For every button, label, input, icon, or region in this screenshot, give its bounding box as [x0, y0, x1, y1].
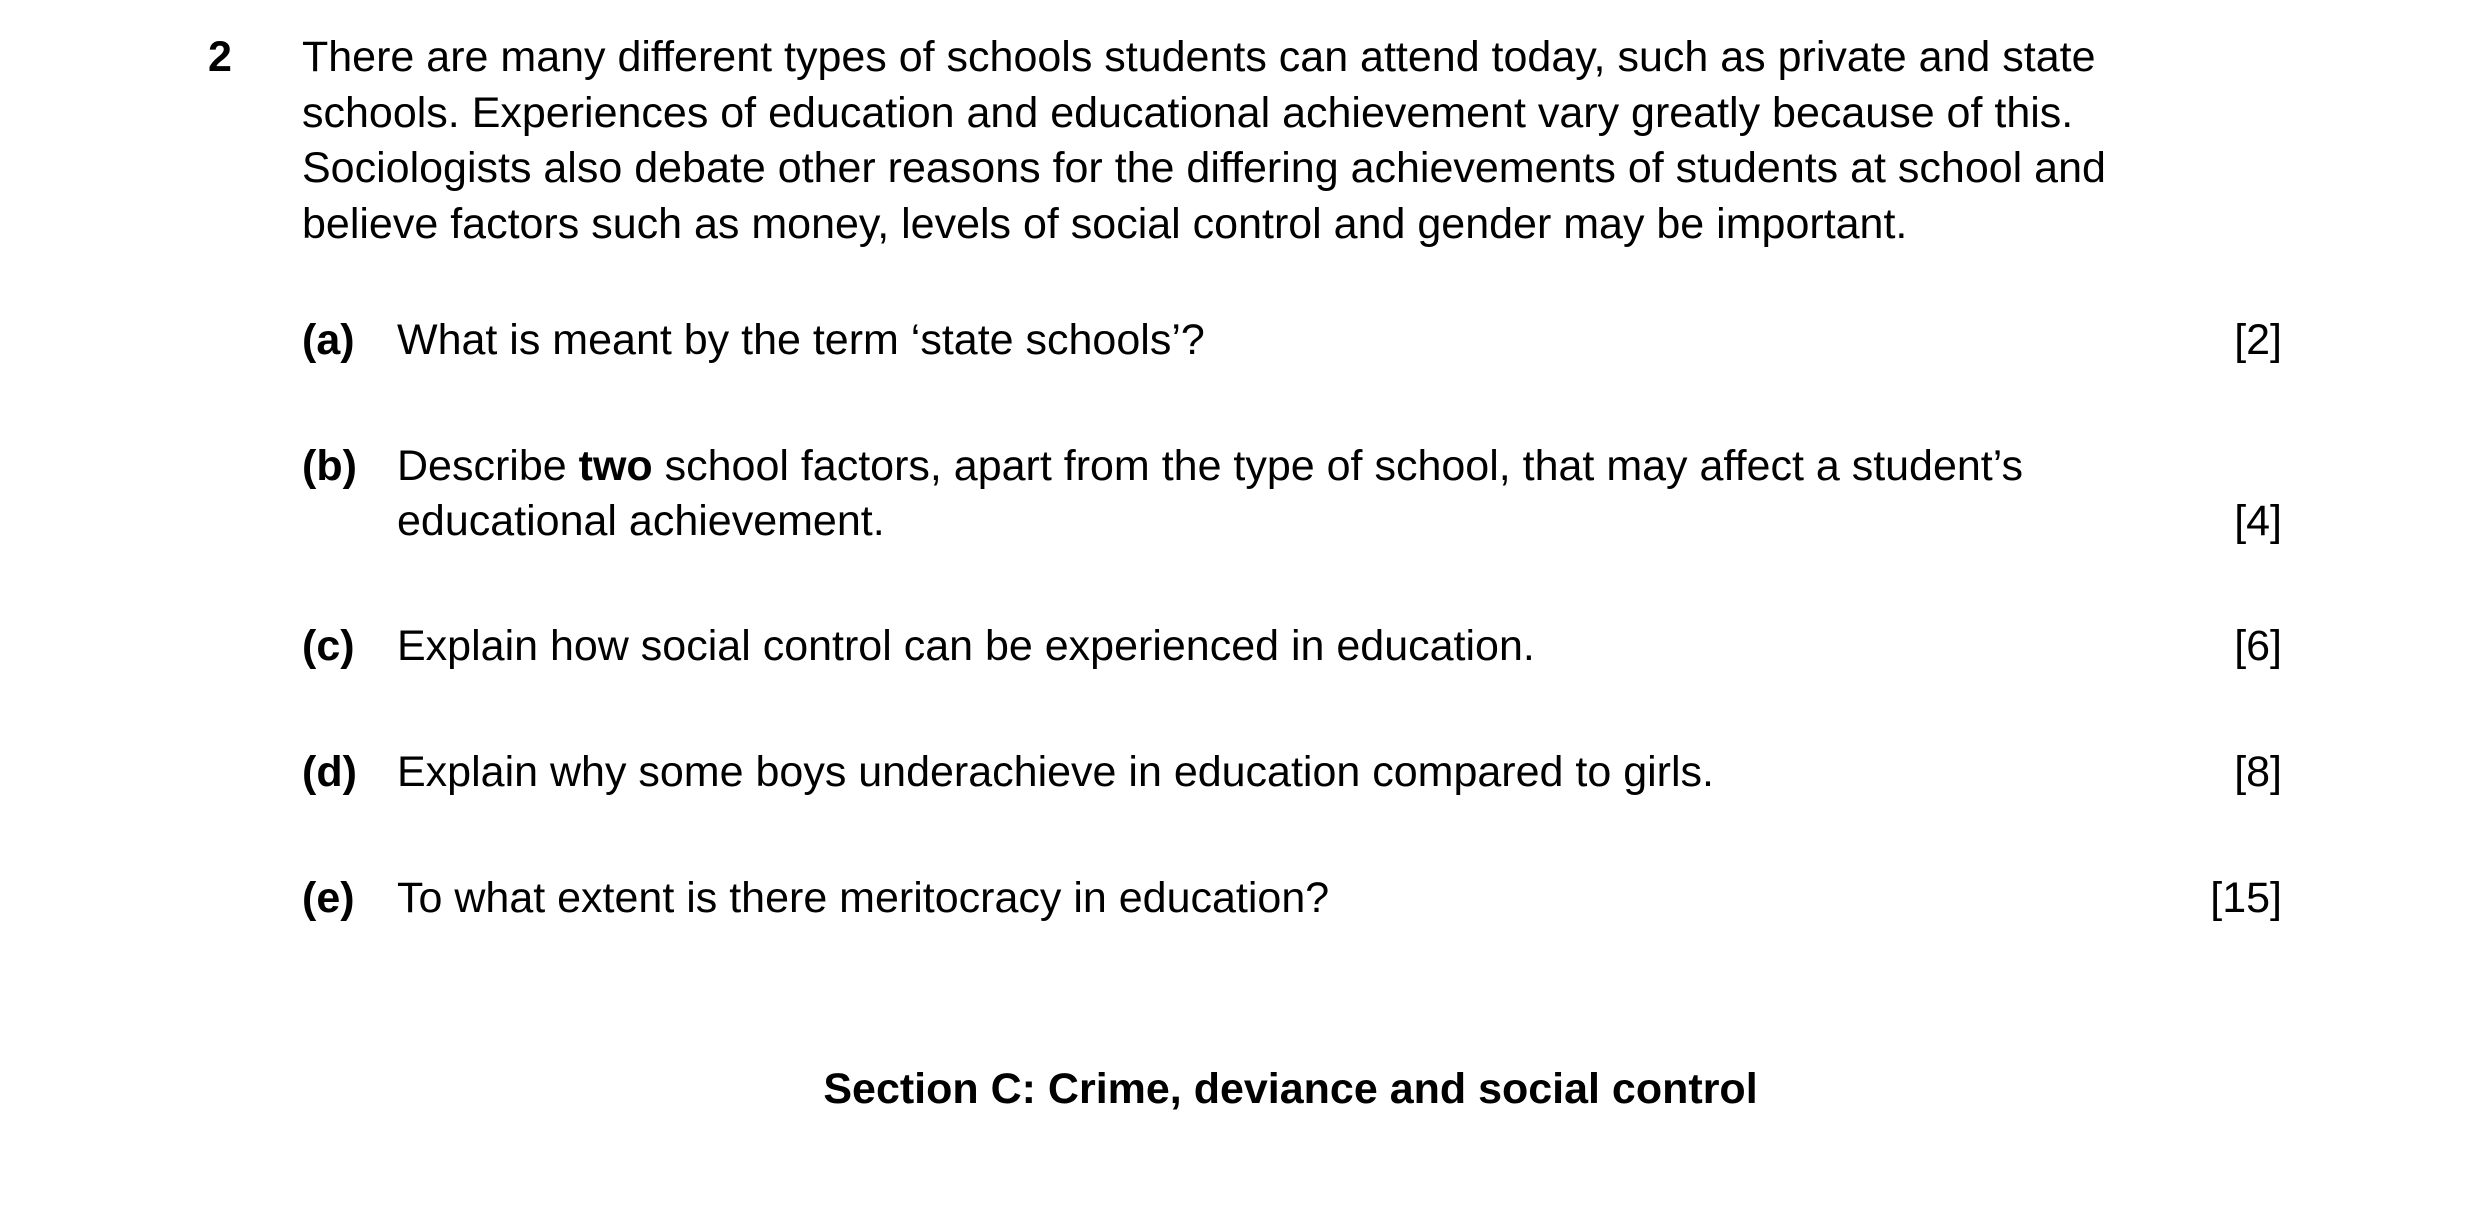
stem-line: believe factors such as money, levels of social control and gender may be important. — [302, 199, 1908, 248]
question-number: 2 — [208, 33, 232, 81]
part-label: (e) — [302, 874, 355, 922]
part-text — [397, 619, 2177, 674]
stem-line: schools. Experiences of education and educational achievement vary greatly because of this. — [302, 88, 2074, 137]
part-text-emphasis: two — [578, 442, 653, 490]
part-label: (a) — [302, 316, 355, 364]
part-marks: [15] — [2210, 874, 2282, 922]
part-marks: [8] — [2234, 748, 2282, 796]
part-text-line: Explain how social control can be experienced in education. — [397, 622, 1535, 670]
part-text-line: What is meant by the term ‘state schools’? — [397, 316, 1205, 364]
part-text-line: Explain why some boys underachieve in education compared to girls. — [397, 748, 1715, 796]
part-text-line: educational achievement. — [397, 497, 885, 545]
part-text — [397, 439, 2177, 549]
part-marks: [6] — [2234, 622, 2282, 670]
part-text — [397, 871, 2177, 926]
part-text — [397, 745, 2177, 800]
stem-line: There are many different types of schools students can attend today, such as private and state — [302, 33, 2096, 81]
question-stem — [302, 30, 2312, 252]
part-text-line — [397, 439, 2177, 494]
part-label: (d) — [302, 748, 357, 796]
part-text-segment: school factors, apart from the type of school, that may affect a student’s — [652, 442, 2024, 490]
part-text-line: To what extent is there meritocracy in education? — [397, 874, 1330, 922]
part-label: (b) — [302, 442, 357, 490]
stem-line: Sociologists also debate other reasons for the differing achievements of students at school and — [302, 144, 2106, 192]
part-text-segment: Describe — [397, 442, 579, 490]
part-marks: [4] — [2234, 497, 2282, 545]
section-heading: Section C: Crime, deviance and social control — [823, 1065, 1758, 1113]
part-label: (c) — [302, 622, 355, 670]
part-text — [397, 313, 2177, 368]
part-marks: [2] — [2234, 316, 2282, 364]
